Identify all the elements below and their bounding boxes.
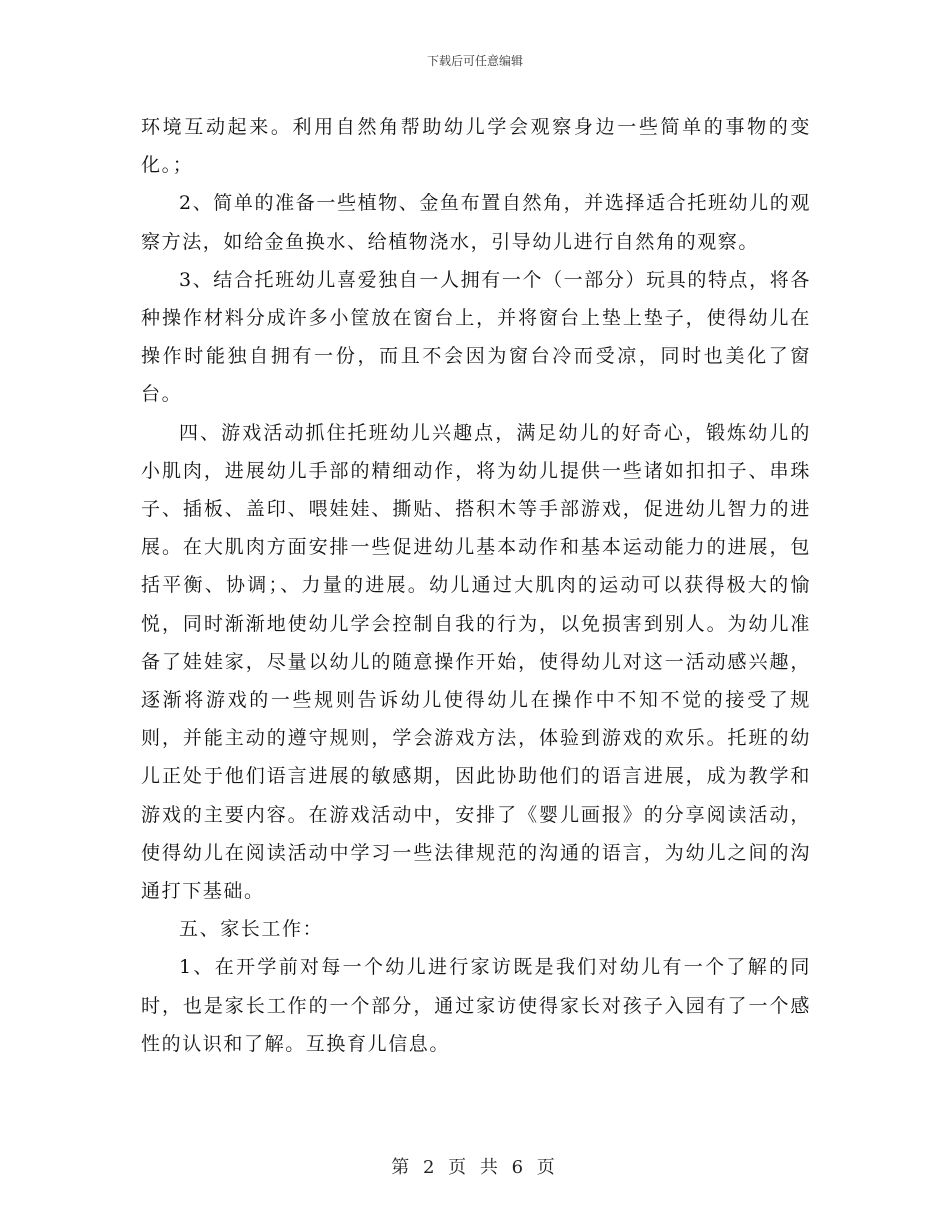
document-body [141,108,811,1063]
section-heading-5: 五、家长工作： [179,918,324,941]
paragraph-item-1: 1、在开学前对每一个幼儿进行家访既是我们对幼儿有一个了解的同时，也是家长工作的一个部分，通过家访使得家长对孩子入园有了一个感性的认识和了解。互换育儿信息。 [141,956,811,1055]
page-header: 下载后可任意编辑 [426,54,523,68]
paragraph-section-4: 四、游戏活动抓住托班幼儿兴趣点，满足幼儿的好奇心，锻炼幼儿的小肌肉，进展幼儿手部的精细动作，将为幼儿提供一些诸如扣扣子、串珠子、插板、盖印、喂娃娃、撕贴、搭积木等手部游戏，促进幼儿智力的进展。在大肌肉方面安排一些促进幼儿基本动作和基本运动能力的进展，包括平衡、协调；、力量的进展。幼儿通过大肌肉的运动可以获得极大的愉悦，同时渐渐地使幼儿学会控制自我的行为，以免损害到别人。为幼儿准备了娃娃家，尽量以幼儿的随意操作开始，使得幼儿对这一活动感兴趣，逐渐将游戏的一些规则告诉幼儿使得幼儿在操作中不知不觉的接受了规则，并能主动的遵守规则，学会游戏方法，体验到游戏的欢乐。托班的幼儿正处于他们语言进展的敏感期，因此协助他们的语言进展，成为教学和游戏的主要内容。在游戏活动中，安排了《婴儿画报》的分享阅读活动，使得幼儿在阅读活动中学习一些法律规范的沟通的语言，为幼儿之间的沟通打下基础。 [141,421,811,903]
paragraph-item-2: 2、简单的准备一些植物、金鱼布置自然角，并选择适合托班幼儿的观察方法，如给金鱼换水、给植物浇水，引导幼儿进行自然角的观察。 [141,192,811,253]
paragraph-item-3: 3、结合托班幼儿喜爱独自一人拥有一个（一部分）玩具的特点，将各种操作材料分成许多小筐放在窗台上，并将窗台上垫上垫子，使得幼儿在操作时能独自拥有一份，而且不会因为窗台冷而受凉，同时也美化了窗台。 [141,268,811,406]
page-number: 第 2 页 共 6 页 [391,1157,559,1178]
paragraph-continuation: 环境互动起来。利用自然角帮助幼儿学会观察身边一些简单的事物的变化。； [141,116,811,177]
